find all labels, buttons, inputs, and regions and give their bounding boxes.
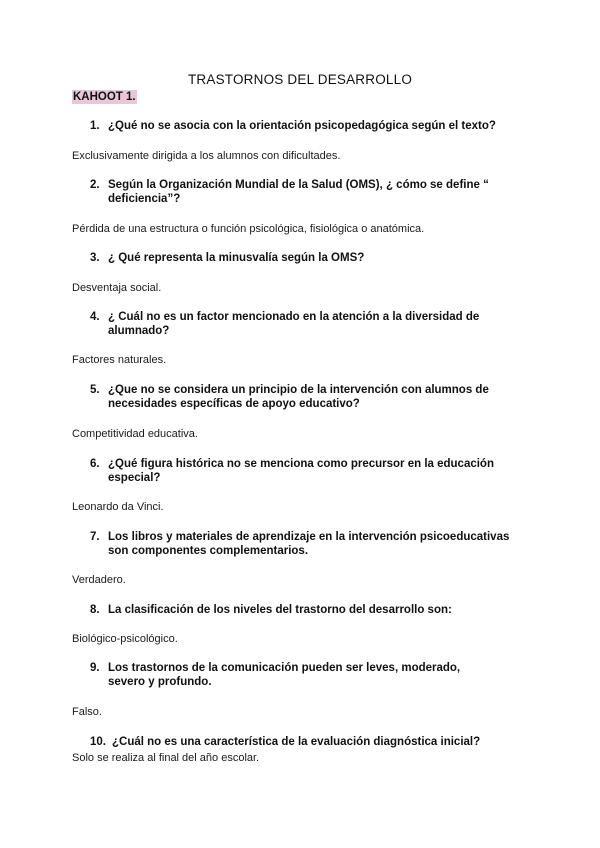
question-number: 4. [90,311,100,323]
question-text: Según la Organización Mundial de la Salud (OMS), ¿ cómo se define “ deficiencia”? [108,179,489,205]
question-text: ¿Cuál no es una característica de la evaluación diagnóstica inicial? [112,736,481,748]
question-number: 10. [90,736,106,748]
question-number: 2. [90,179,100,191]
question-number: 5. [90,384,100,396]
question-text: ¿Qué no se asocia con la orientación psicopedagógica según el texto? [108,120,496,132]
question-text: ¿ Qué representa la minusvalía según la OMS? [108,252,365,264]
question-item [90,310,490,338]
question-text: ¿ Cuál no es un factor mencionado en la atención a la diversidad de alumnado? [108,311,480,337]
section-label: KAHOOT 1. [73,91,136,103]
answer-text: Falso. [72,706,102,718]
question-text: Los libros y materiales de aprendizaje en la intervención psicoeducativas son componentes complementarios. [108,531,510,557]
question-item [90,530,530,558]
question-text: ¿Qué figura histórica no se menciona como precursor en la educación especial? [108,458,494,484]
answer-text: Factores naturales. [72,354,167,366]
answer-text: Verdadero. [72,574,126,586]
question-text: La clasificación de los niveles del trastorno del desarrollo son: [108,604,452,616]
document-title: TRASTORNOS DEL DESARROLLO [187,72,413,87]
question-text: ¿Que no se considera un principio de la intervención con alumnos de necesidades específicas de apoyo educativo? [108,384,489,410]
answer-text: Desventaja social. [72,282,162,294]
answer-text: Leonardo da Vinci. [72,501,164,513]
question-item [90,178,500,206]
question-number: 7. [90,531,100,543]
answer-text: Competitividad educativa. [72,428,198,440]
question-number: 1. [90,120,100,132]
answer-text: Biológico-psicológico. [72,633,178,645]
question-item [90,735,530,749]
question-number: 6. [90,458,100,470]
question-item [90,383,500,411]
answer-text: Pérdida de una estructura o función psicológica, fisiológica o anatómica. [72,223,425,235]
question-number: 3. [90,252,100,264]
question-item [90,119,530,133]
question-text: Los trastornos de la comunicación pueden ser leves, moderado, severo y profundo. [108,662,461,688]
question-number: 9. [90,662,100,674]
question-item [90,251,530,265]
answer-text: Exclusivamente dirigida a los alumnos con dificultades. [72,150,341,162]
question-item [90,603,530,617]
answer-text: Solo se realiza al final del año escolar. [72,752,260,764]
question-item [90,661,500,689]
question-item [90,457,500,485]
question-number: 8. [90,604,100,616]
